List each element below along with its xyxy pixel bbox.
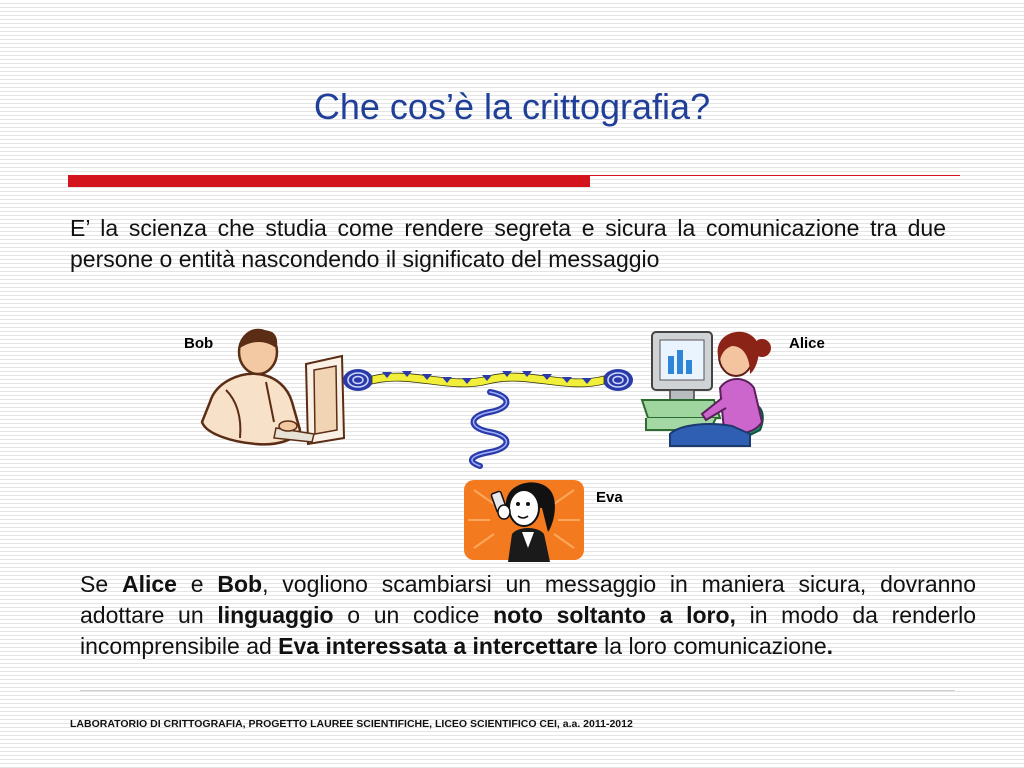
paragraph-bob: Bob <box>217 571 263 597</box>
paragraph-text: e <box>176 571 218 597</box>
paragraph-alice: Alice <box>121 571 177 597</box>
alice-at-computer-icon <box>640 326 776 450</box>
paragraph-text: la loro comunicazione <box>597 633 827 659</box>
eva-on-phone-icon <box>464 478 586 562</box>
slide-footer: LABORATORIO DI CRITTOGRAFIA, PROGETTO LAUREE SCIENTIFICHE, LICEO SCIENTIFICO CEI, a.a. 2011-2012 <box>70 718 633 730</box>
bob-at-computer-icon <box>196 326 346 450</box>
paragraph-text: , vogliono scambiarsi un messaggio in maniera sicura, dovranno adottare un <box>80 571 976 628</box>
slide-title: Che cos’è la crittografia? <box>313 86 711 127</box>
paragraph-text: in modo da renderlo incomprensibile ad <box>80 602 977 659</box>
bob-label: Bob <box>184 335 214 352</box>
intro-text: E’ la scienza che studia come rendere segreta e sicura la comunicazione tra due persone o entità nascondendo il significato del messaggio <box>70 215 946 272</box>
paragraph-noto: noto soltanto a loro, <box>493 602 736 628</box>
paragraph-text: o un codice <box>333 602 494 628</box>
paragraph-linguaggio: linguaggio <box>217 602 334 628</box>
footer-separator <box>80 690 955 691</box>
alice-label: Alice <box>789 335 825 352</box>
paragraph-text: Se <box>80 571 122 597</box>
title-rule-thin <box>590 175 960 176</box>
explanation-paragraph <box>80 569 976 662</box>
eva-label: Eva <box>596 489 623 506</box>
paragraph-dot: . <box>826 633 834 659</box>
title-rule-thick <box>68 175 590 187</box>
signal-wave-icon <box>340 362 636 472</box>
paragraph-eva: Eva interessata a intercettare <box>278 633 598 659</box>
